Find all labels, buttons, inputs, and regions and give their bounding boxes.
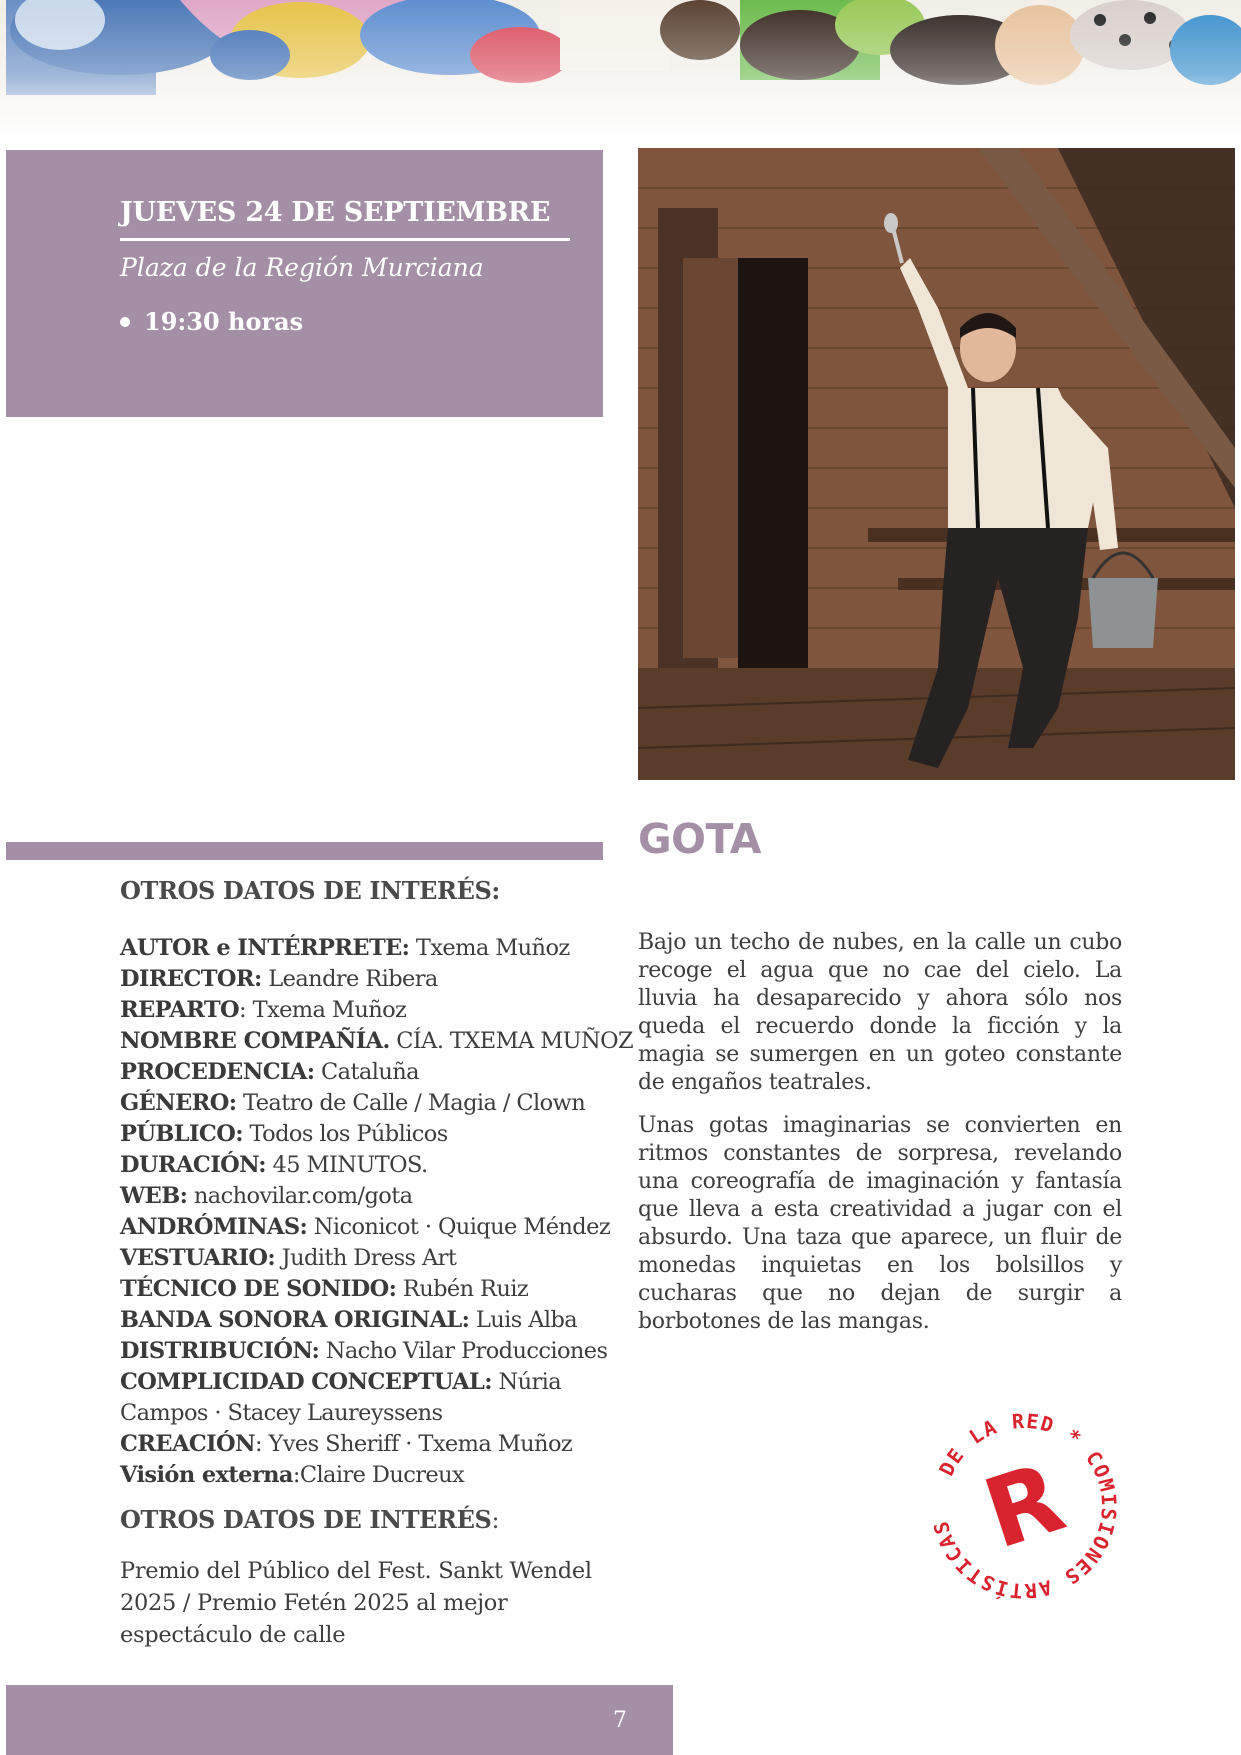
credit-row: CREACIÓN: Yves Sheriff · Txema Muñoz [120, 1431, 573, 1457]
event-time-text: 19:30 horas [144, 307, 304, 336]
awards-text: Premio del Público del Fest. Sankt Wendel 2025 / Premio Fetén 2025 al mejor espectáculo de calle [120, 1558, 592, 1648]
event-time [120, 307, 303, 336]
credit-row: DISTRIBUCIÓN: Nacho Vilar Producciones [120, 1338, 608, 1364]
credit-row: ANDRÓMINAS: Niconicot · Quique Méndez [120, 1214, 611, 1240]
description-paragraph: Unas gotas imaginarias se convierten en ritmos constantes de sorpresa, revelando una coreografía de imaginación y fantasía que lleva a esta creatividad a jugar con el absurdo. Una taza que aparece, un fluir de monedas inquietas en los bolsillos y cucharas que no dejan de surgir a borbotones de las mangas. [638, 1113, 1122, 1334]
show-photo [638, 148, 1235, 780]
event-info-box [6, 150, 603, 417]
logo-ring-text: DE LA RED * COMISIONES ARTÍSTICAS [929, 1411, 1119, 1601]
credit-row: WEB: nachovilar.com/gota [120, 1183, 413, 1209]
comisiones-logo [929, 1411, 1119, 1601]
info-heading: OTROS DATOS DE INTERÉS: [120, 876, 500, 905]
page-number: 7 [613, 1708, 627, 1733]
section-divider [6, 842, 603, 860]
credit-row: BANDA SONORA ORIGINAL: Luis Alba [120, 1307, 578, 1333]
footer-bar [6, 1685, 673, 1755]
show-title: GOTA [638, 815, 762, 863]
credit-row: GÉNERO: Teatro de Calle / Magia / Clown [120, 1090, 586, 1116]
event-date: JUEVES 24 DE SEPTIEMBRE [120, 197, 570, 241]
credits-column [120, 876, 633, 1651]
credit-row: DURACIÓN: 45 MINUTOS. [120, 1152, 428, 1178]
credit-row: TÉCNICO DE SONIDO: Rubén Ruiz [120, 1276, 529, 1302]
credit-row: NOMBRE COMPAÑÍA. CÍA. TXEMA MUÑOZ [120, 1028, 633, 1054]
credits-list [120, 933, 633, 1491]
credit-row: PÚBLICO: Todos los Públicos [120, 1121, 448, 1147]
credit-row: DIRECTOR: Leandre Ribera [120, 966, 438, 992]
bullet-icon [120, 317, 130, 327]
awards-heading: OTROS DATOS DE INTERÉS: [120, 1505, 500, 1534]
credit-row: REPARTO: Txema Muñoz [120, 997, 407, 1023]
header-illustration [0, 0, 1241, 135]
credit-row: COMPLICIDAD CONCEPTUAL: Núria Campos · Stacey Laureyssens [120, 1369, 562, 1426]
show-description [638, 929, 1122, 1351]
credit-row: AUTOR e INTÉRPRETE: Txema Muñoz [120, 935, 570, 961]
credit-row: PROCEDENCIA: Cataluña [120, 1059, 419, 1085]
logo-letter: R [971, 1441, 1077, 1571]
event-place: Plaza de la Región Murciana [120, 253, 484, 282]
credit-row: Visión externa:Claire Ducreux [120, 1462, 465, 1488]
description-paragraph: Bajo un techo de nubes, en la calle un cubo recoge el agua que no cae del cielo. La lluvia ha desaparecido y ahora sólo nos queda el recuerdo donde la ficción y la magia se sumergen en un goteo constante de engaños teatrales. [638, 930, 1122, 1095]
credit-row: VESTUARIO: Judith Dress Art [120, 1245, 457, 1271]
